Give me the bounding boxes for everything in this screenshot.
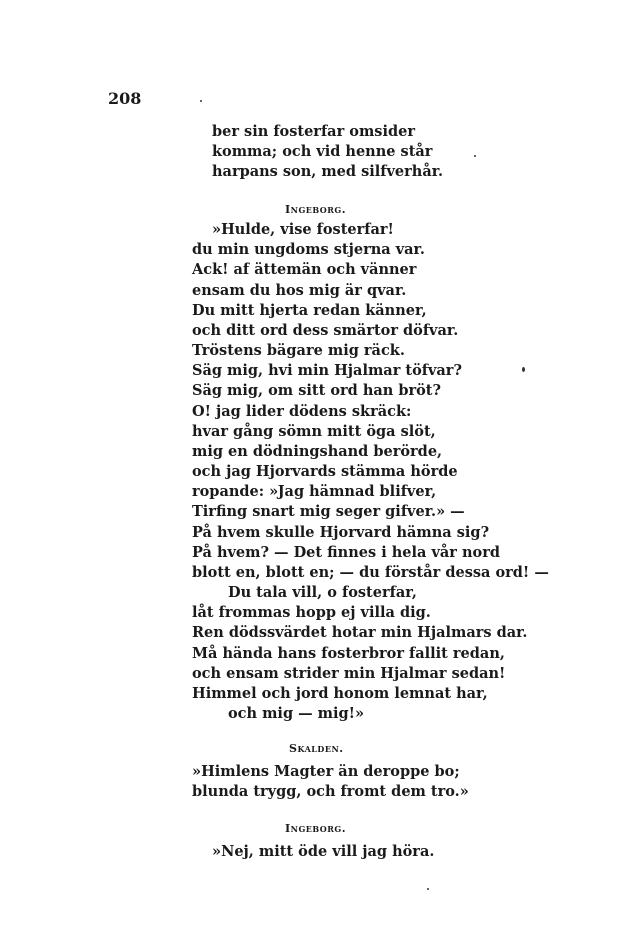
verse-line: Tirfing snart mig seger gifver.» —: [192, 503, 465, 520]
speaker-heading: Skalden.: [289, 742, 344, 755]
verse-line: ber sin fosterfar omsider: [212, 123, 415, 140]
verse-line: blott en, blott en; — du förstår dessa ord! —: [192, 564, 549, 581]
page-number: 208: [108, 89, 142, 108]
verse-line: O! jag lider dödens skräck:: [192, 403, 412, 420]
verse-line: och jag Hjorvards stämma hörde: [192, 463, 458, 480]
verse-line: Tröstens bägare mig räck.: [192, 342, 405, 359]
verse-line: harpans son, med silfverhår.: [212, 163, 444, 180]
verse-line: komma; och vid henne står: [212, 143, 433, 160]
verse-line: mig en dödningshand berörde,: [192, 443, 443, 460]
verse-line: På hvem? — Det finnes i hela vår nord: [192, 544, 500, 561]
scan-speck: [474, 155, 476, 157]
scan-speck: [427, 888, 429, 890]
verse-line: och ditt ord dess smärtor döfvar.: [192, 322, 459, 339]
verse-line: »Himlens Magter än deroppe bo;: [192, 763, 460, 780]
scan-speck: [200, 100, 202, 102]
verse-line: Himmel och jord honom lemnat har,: [192, 685, 488, 702]
speaker-heading: Ingeborg.: [285, 822, 347, 835]
verse-line: blunda trygg, och fromt dem tro.»: [192, 783, 469, 800]
verse-line: Säg mig, hvi min Hjalmar töfvar?: [192, 362, 462, 379]
verse-line: Ren dödssvärdet hotar min Hjalmars dar.: [192, 624, 528, 641]
verse-line: du min ungdoms stjerna var.: [192, 241, 425, 258]
verse-line: hvar gång sömn mitt öga slöt,: [192, 423, 436, 440]
verse-line: och ensam strider min Hjalmar sedan!: [192, 665, 506, 682]
verse-line: Du mitt hjerta redan känner,: [192, 302, 427, 319]
verse-line: Du tala vill, o fosterfar,: [228, 584, 417, 601]
speaker-heading: Ingeborg.: [285, 203, 347, 216]
verse-line: Säg mig, om sitt ord han bröt?: [192, 382, 441, 399]
verse-line: ensam du hos mig är qvar.: [192, 282, 407, 299]
scan-speck: [522, 367, 525, 372]
verse-line: och mig — mig!»: [228, 705, 365, 722]
verse-line: låt frommas hopp ej villa dig.: [192, 604, 431, 621]
verse-line: »Nej, mitt öde vill jag höra.: [212, 843, 435, 860]
verse-line: ropande: »Jag hämnad blifver,: [192, 483, 437, 500]
verse-line: »Hulde, vise fosterfar!: [212, 221, 394, 238]
verse-line: Ack! af ättemän och vänner: [192, 261, 417, 278]
verse-line: På hvem skulle Hjorvard hämna sig?: [192, 524, 490, 541]
verse-line: Må hända hans fosterbror fallit redan,: [192, 645, 505, 662]
